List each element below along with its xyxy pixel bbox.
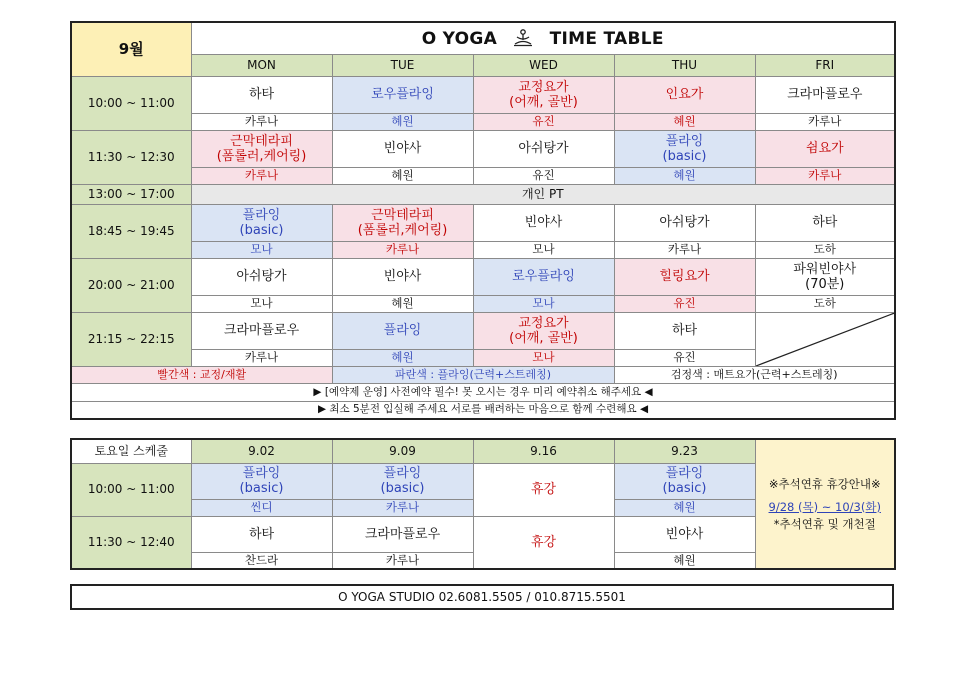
time-slot: 21:15 ~ 22:15 xyxy=(71,312,191,366)
saturday-date: 9.16 xyxy=(473,439,614,463)
teacher-cell: 카루나 xyxy=(332,499,473,516)
class-cell: 빈야사 xyxy=(332,130,473,167)
teacher-cell: 모나 xyxy=(473,349,614,366)
class-cell: 아쉬탕가 xyxy=(614,204,755,241)
notice-reservation: ▶ [예약제 운영] 사전예약 필수! 못 오시는 경우 미리 예약취소 해주세요 ◀ xyxy=(71,383,895,401)
teacher-cell: 유진 xyxy=(473,113,614,130)
class-cell: 힐링요가 xyxy=(614,258,755,295)
teacher-cell: 모나 xyxy=(191,295,332,312)
time-slot: 11:30 ~ 12:40 xyxy=(71,516,191,569)
title-left: O YOGA xyxy=(421,29,498,50)
holiday-note: *추석연휴 및 개천절 xyxy=(773,516,876,531)
teacher-cell: 카루나 xyxy=(191,167,332,184)
teacher-cell: 도하 xyxy=(755,295,895,312)
class-cell: 교정요가 (어깨, 골반) xyxy=(473,312,614,349)
teacher-cell: 유진 xyxy=(614,295,755,312)
class-cell: 근막테라피 (폼롤러,케어링) xyxy=(332,204,473,241)
class-cell: 플라잉 (basic) xyxy=(614,130,755,167)
saturday-label: 토요일 스케줄 xyxy=(71,439,191,463)
page-title xyxy=(191,22,895,54)
diagonal-line xyxy=(756,313,895,366)
teacher-cell: 모나 xyxy=(473,295,614,312)
class-cell: 플라잉 (basic) xyxy=(332,463,473,499)
teacher-cell: 카루나 xyxy=(191,113,332,130)
teacher-cell: 혜원 xyxy=(332,167,473,184)
teacher-cell: 혜원 xyxy=(614,499,755,516)
weekly-timetable xyxy=(70,21,896,420)
class-cell: 빈야사 xyxy=(473,204,614,241)
class-cell: 하타 xyxy=(614,312,755,349)
legend-black: 검정색 : 매트요가(근력+스트레칭) xyxy=(614,366,895,383)
time-slot: 10:00 ~ 11:00 xyxy=(71,76,191,130)
class-cell: 하타 xyxy=(191,516,332,552)
teacher-cell: 혜원 xyxy=(332,349,473,366)
class-cell: 파워빈야사 (70분) xyxy=(755,258,895,295)
time-slot: 20:00 ~ 21:00 xyxy=(71,258,191,312)
cancelled-cell: 휴강 xyxy=(473,463,614,516)
month-label: 9월 xyxy=(71,22,191,76)
holiday-dates: 9/28 (목) ~ 10/3(화) xyxy=(768,499,881,514)
class-cell: 하타 xyxy=(755,204,895,241)
time-slot: 11:30 ~ 12:30 xyxy=(71,130,191,184)
cancelled-cell: 휴강 xyxy=(473,516,614,569)
holiday-notice xyxy=(755,439,895,569)
class-cell: 빈야사 xyxy=(332,258,473,295)
teacher-cell: 카루나 xyxy=(191,349,332,366)
teacher-cell: 모나 xyxy=(473,241,614,258)
holiday-title: ※추석연휴 휴강안내※ xyxy=(768,476,881,491)
teacher-cell: 모나 xyxy=(191,241,332,258)
teacher-cell: 혜원 xyxy=(614,113,755,130)
saturday-date: 9.23 xyxy=(614,439,755,463)
lotus-yoga-icon xyxy=(511,29,535,47)
class-cell: 아쉬탕가 xyxy=(473,130,614,167)
class-cell: 크라마플로우 xyxy=(332,516,473,552)
studio-contact-footer: O YOGA STUDIO 02.6081.5505 / 010.8715.5501 xyxy=(70,584,894,610)
teacher-cell: 카루나 xyxy=(332,241,473,258)
class-cell: 인요가 xyxy=(614,76,755,113)
class-cell: 플라잉 xyxy=(332,312,473,349)
day-header: WED xyxy=(473,54,614,76)
teacher-cell: 혜원 xyxy=(614,552,755,569)
teacher-cell: 카루나 xyxy=(755,113,895,130)
class-cell: 크라마플로우 xyxy=(191,312,332,349)
class-cell: 하타 xyxy=(191,76,332,113)
notice-arrival: ▶ 최소 5분전 입실해 주세요 서로를 배려하는 마음으로 함께 수련해요 ◀ xyxy=(71,401,895,419)
teacher-cell: 카루나 xyxy=(332,552,473,569)
teacher-cell: 혜원 xyxy=(614,167,755,184)
teacher-cell: 카루나 xyxy=(614,241,755,258)
teacher-cell: 유진 xyxy=(614,349,755,366)
class-cell: 크라마플로우 xyxy=(755,76,895,113)
teacher-cell: 찬드라 xyxy=(191,552,332,569)
saturday-schedule xyxy=(70,438,896,570)
class-cell: 로우플라잉 xyxy=(332,76,473,113)
class-cell: 교정요가 (어깨, 골반) xyxy=(473,76,614,113)
class-cell: 플라잉 (basic) xyxy=(191,463,332,499)
class-cell: 빈야사 xyxy=(614,516,755,552)
class-cell: 근막테라피 (폼롤러,케어링) xyxy=(191,130,332,167)
empty-slot-cell xyxy=(755,312,895,366)
day-header: MON xyxy=(191,54,332,76)
legend-blue: 파란색 : 플라잉(근력+스트레칭) xyxy=(332,366,614,383)
teacher-cell: 씬디 xyxy=(191,499,332,516)
class-cell: 로우플라잉 xyxy=(473,258,614,295)
teacher-cell: 유진 xyxy=(473,167,614,184)
class-cell: 플라잉 (basic) xyxy=(191,204,332,241)
day-header: FRI xyxy=(755,54,895,76)
class-cell: 플라잉 (basic) xyxy=(614,463,755,499)
teacher-cell: 카루나 xyxy=(755,167,895,184)
time-slot: 13:00 ~ 17:00 xyxy=(71,184,191,204)
class-cell: 아쉬탕가 xyxy=(191,258,332,295)
time-slot: 10:00 ~ 11:00 xyxy=(71,463,191,516)
private-pt-cell: 개인 PT xyxy=(191,184,895,204)
day-header: TUE xyxy=(332,54,473,76)
day-header: THU xyxy=(614,54,755,76)
saturday-date: 9.02 xyxy=(191,439,332,463)
teacher-cell: 혜원 xyxy=(332,295,473,312)
saturday-date: 9.09 xyxy=(332,439,473,463)
legend-red: 빨간색 : 교정/재활 xyxy=(71,366,332,383)
class-cell: 쉼요가 xyxy=(755,130,895,167)
time-slot: 18:45 ~ 19:45 xyxy=(71,204,191,258)
title-right: TIME TABLE xyxy=(549,29,664,50)
teacher-cell: 혜원 xyxy=(332,113,473,130)
teacher-cell: 도하 xyxy=(755,241,895,258)
